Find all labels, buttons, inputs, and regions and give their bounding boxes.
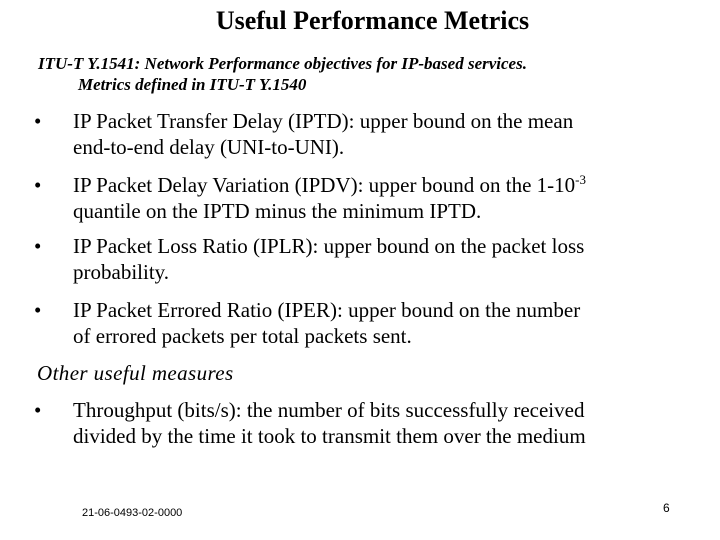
bullet-throughput-line-1: Throughput (bits/s): the number of bits successfully received <box>73 398 585 422</box>
bullet-ipdv-line-2: quantile on the IPTD minus the minimum IPTD. <box>73 199 482 223</box>
other-measures-heading: Other useful measures <box>37 361 234 385</box>
bullet-point-icon: • <box>34 109 42 133</box>
bullet-iplr-line-1: IP Packet Loss Ratio (IPLR): upper bound on the packet loss <box>73 234 585 258</box>
bullet-iper-line-1: IP Packet Errored Ratio (IPER): upper bound on the number <box>73 298 581 322</box>
bullet-point-icon: • <box>34 298 42 322</box>
bullet-iplr-line-2: probability. <box>73 260 170 284</box>
slide-title: Useful Performance Metrics <box>215 6 530 35</box>
document-id: 21-06-0493-02-0000 <box>82 507 183 519</box>
subtitle-line-2: Metrics defined in ITU-T Y.1540 <box>78 75 307 94</box>
bullet-ipdv <box>34 172 684 224</box>
bullet-point-icon: • <box>34 234 42 258</box>
bullet-iptd <box>34 108 684 160</box>
bullet-throughput <box>34 397 684 449</box>
subtitle-line-1: ITU-T Y.1541: Network Performance objectives for IP-based services. <box>38 54 527 73</box>
bullet-iptd-line-2: end-to-end delay (UNI-to-UNI). <box>73 135 345 159</box>
bullet-throughput-line-2: divided by the time it took to transmit them over the medium <box>73 424 586 448</box>
bullet-point-icon: • <box>34 398 42 422</box>
page-number: 6 <box>663 501 670 515</box>
slide-subtitle <box>38 53 698 95</box>
bullet-ipdv-line-1-main: IP Packet Delay Variation (IPDV): upper bound on the 1-10 <box>73 173 576 197</box>
bullet-ipdv-exponent: -3 <box>575 172 586 187</box>
bullet-iplr <box>34 233 684 285</box>
bullet-point-icon: • <box>34 173 42 197</box>
bullet-iper <box>34 297 684 349</box>
bullet-iper-line-2: of errored packets per total packets sent. <box>73 324 412 348</box>
bullet-iptd-line-1: IP Packet Transfer Delay (IPTD): upper bound on the mean <box>73 109 574 133</box>
bullet-ipdv-line-1 <box>73 172 684 198</box>
